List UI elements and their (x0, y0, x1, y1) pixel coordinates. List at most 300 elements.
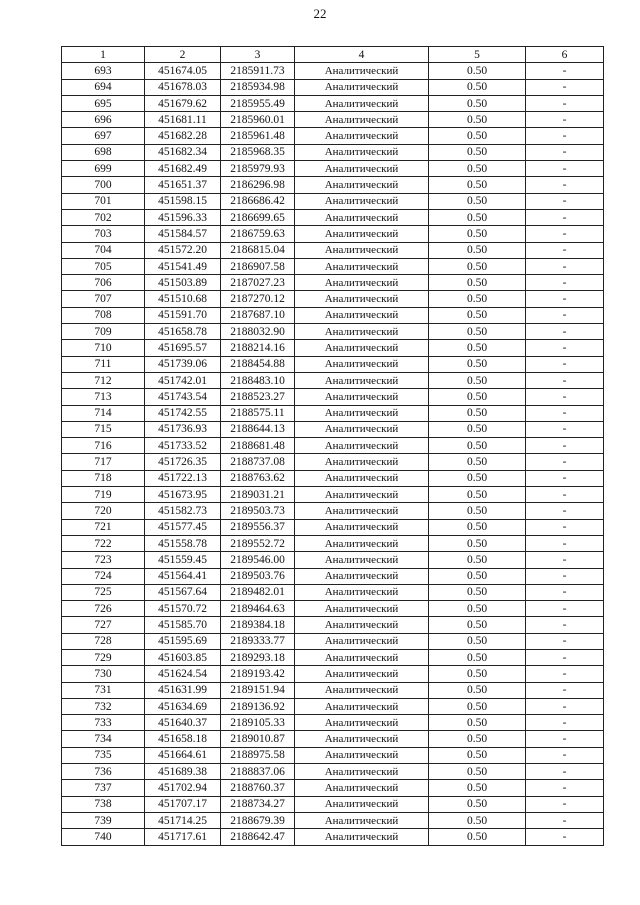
cell-x-coordinate: 451679.62 (145, 95, 221, 111)
cell-point-number: 730 (62, 666, 145, 682)
cell-method: Аналитический (295, 324, 429, 340)
cell-accuracy: 0.50 (429, 144, 526, 160)
cell-method: Аналитический (295, 340, 429, 356)
cell-note: - (526, 454, 604, 470)
cell-accuracy: 0.50 (429, 503, 526, 519)
cell-y-coordinate: 2189333.77 (221, 633, 295, 649)
cell-note: - (526, 63, 604, 79)
cell-method: Аналитический (295, 95, 429, 111)
cell-y-coordinate: 2188644.13 (221, 421, 295, 437)
cell-x-coordinate: 451674.05 (145, 63, 221, 79)
cell-point-number: 696 (62, 112, 145, 128)
cell-point-number: 713 (62, 389, 145, 405)
cell-method: Аналитический (295, 454, 429, 470)
cell-point-number: 712 (62, 372, 145, 388)
cell-point-number: 694 (62, 79, 145, 95)
table-row (62, 226, 604, 242)
cell-point-number: 728 (62, 633, 145, 649)
table-row (62, 324, 604, 340)
cell-note: - (526, 747, 604, 763)
cell-y-coordinate: 2189556.37 (221, 519, 295, 535)
cell-note: - (526, 617, 604, 633)
cell-y-coordinate: 2185960.01 (221, 112, 295, 128)
cell-x-coordinate: 451707.17 (145, 796, 221, 812)
cell-note: - (526, 698, 604, 714)
cell-accuracy: 0.50 (429, 731, 526, 747)
cell-accuracy: 0.50 (429, 193, 526, 209)
cell-note: - (526, 324, 604, 340)
cell-x-coordinate: 451558.78 (145, 535, 221, 551)
cell-point-number: 704 (62, 242, 145, 258)
cell-accuracy: 0.50 (429, 291, 526, 307)
table-row (62, 747, 604, 763)
cell-y-coordinate: 2185961.48 (221, 128, 295, 144)
cell-note: - (526, 340, 604, 356)
table-row (62, 780, 604, 796)
cell-note: - (526, 568, 604, 584)
cell-accuracy: 0.50 (429, 128, 526, 144)
cell-y-coordinate: 2189503.73 (221, 503, 295, 519)
cell-y-coordinate: 2189464.63 (221, 601, 295, 617)
cell-note: - (526, 95, 604, 111)
cell-note: - (526, 552, 604, 568)
cell-y-coordinate: 2186907.58 (221, 258, 295, 274)
cell-point-number: 703 (62, 226, 145, 242)
cell-method: Аналитический (295, 764, 429, 780)
cell-note: - (526, 519, 604, 535)
table-row (62, 519, 604, 535)
table-body (62, 63, 604, 845)
cell-x-coordinate: 451695.57 (145, 340, 221, 356)
cell-point-number: 702 (62, 209, 145, 225)
cell-note: - (526, 144, 604, 160)
table-row (62, 617, 604, 633)
cell-y-coordinate: 2188763.62 (221, 470, 295, 486)
cell-method: Аналитический (295, 715, 429, 731)
cell-method: Аналитический (295, 617, 429, 633)
cell-method: Аналитический (295, 258, 429, 274)
cell-y-coordinate: 2188734.27 (221, 796, 295, 812)
cell-x-coordinate: 451584.57 (145, 226, 221, 242)
cell-note: - (526, 421, 604, 437)
cell-method: Аналитический (295, 128, 429, 144)
cell-method: Аналитический (295, 372, 429, 388)
cell-x-coordinate: 451510.68 (145, 291, 221, 307)
cell-y-coordinate: 2189105.33 (221, 715, 295, 731)
cell-accuracy: 0.50 (429, 617, 526, 633)
table-row (62, 552, 604, 568)
table-row (62, 633, 604, 649)
cell-method: Аналитический (295, 503, 429, 519)
cell-point-number: 698 (62, 144, 145, 160)
cell-point-number: 710 (62, 340, 145, 356)
table-row (62, 193, 604, 209)
cell-accuracy: 0.50 (429, 796, 526, 812)
column-header-6: 6 (526, 47, 604, 63)
table-row (62, 389, 604, 405)
table-row (62, 128, 604, 144)
cell-method: Аналитический (295, 666, 429, 682)
cell-accuracy: 0.50 (429, 747, 526, 763)
cell-accuracy: 0.50 (429, 519, 526, 535)
cell-y-coordinate: 2185968.35 (221, 144, 295, 160)
cell-accuracy: 0.50 (429, 715, 526, 731)
cell-y-coordinate: 2187270.12 (221, 291, 295, 307)
cell-x-coordinate: 451682.34 (145, 144, 221, 160)
table-row (62, 372, 604, 388)
table-row (62, 161, 604, 177)
cell-y-coordinate: 2187687.10 (221, 307, 295, 323)
cell-x-coordinate: 451658.78 (145, 324, 221, 340)
cell-accuracy: 0.50 (429, 682, 526, 698)
cell-accuracy: 0.50 (429, 242, 526, 258)
cell-accuracy: 0.50 (429, 421, 526, 437)
cell-note: - (526, 307, 604, 323)
cell-method: Аналитический (295, 470, 429, 486)
cell-x-coordinate: 451596.33 (145, 209, 221, 225)
cell-x-coordinate: 451682.49 (145, 161, 221, 177)
cell-point-number: 720 (62, 503, 145, 519)
table-row (62, 275, 604, 291)
table-row (62, 209, 604, 225)
cell-accuracy: 0.50 (429, 275, 526, 291)
cell-method: Аналитический (295, 812, 429, 828)
cell-method: Аналитический (295, 584, 429, 600)
cell-note: - (526, 226, 604, 242)
cell-accuracy: 0.50 (429, 584, 526, 600)
table-row (62, 177, 604, 193)
table-row (62, 95, 604, 111)
table-row (62, 731, 604, 747)
cell-accuracy: 0.50 (429, 764, 526, 780)
cell-method: Аналитический (295, 796, 429, 812)
cell-x-coordinate: 451722.13 (145, 470, 221, 486)
cell-point-number: 695 (62, 95, 145, 111)
cell-method: Аналитический (295, 63, 429, 79)
table-header-row (62, 47, 604, 63)
table-row (62, 291, 604, 307)
cell-accuracy: 0.50 (429, 63, 526, 79)
cell-method: Аналитический (295, 568, 429, 584)
cell-note: - (526, 764, 604, 780)
cell-x-coordinate: 451582.73 (145, 503, 221, 519)
cell-x-coordinate: 451631.99 (145, 682, 221, 698)
cell-y-coordinate: 2187027.23 (221, 275, 295, 291)
table-row (62, 715, 604, 731)
table-row (62, 796, 604, 812)
cell-method: Аналитический (295, 356, 429, 372)
cell-x-coordinate: 451717.61 (145, 829, 221, 845)
cell-y-coordinate: 2189151.94 (221, 682, 295, 698)
cell-method: Аналитический (295, 405, 429, 421)
cell-note: - (526, 682, 604, 698)
cell-method: Аналитический (295, 731, 429, 747)
cell-y-coordinate: 2189503.76 (221, 568, 295, 584)
cell-y-coordinate: 2188975.58 (221, 747, 295, 763)
table-row (62, 258, 604, 274)
cell-note: - (526, 666, 604, 682)
cell-x-coordinate: 451603.85 (145, 649, 221, 665)
cell-y-coordinate: 2186686.42 (221, 193, 295, 209)
cell-y-coordinate: 2188214.16 (221, 340, 295, 356)
cell-point-number: 715 (62, 421, 145, 437)
cell-note: - (526, 715, 604, 731)
table-row (62, 144, 604, 160)
cell-point-number: 700 (62, 177, 145, 193)
table-row (62, 356, 604, 372)
column-header-5: 5 (429, 47, 526, 63)
cell-method: Аналитический (295, 161, 429, 177)
table-row (62, 698, 604, 714)
cell-note: - (526, 193, 604, 209)
cell-accuracy: 0.50 (429, 812, 526, 828)
table-row (62, 584, 604, 600)
cell-method: Аналитический (295, 242, 429, 258)
cell-point-number: 697 (62, 128, 145, 144)
cell-x-coordinate: 451689.38 (145, 764, 221, 780)
cell-y-coordinate: 2189546.00 (221, 552, 295, 568)
cell-x-coordinate: 451598.15 (145, 193, 221, 209)
cell-method: Аналитический (295, 144, 429, 160)
cell-note: - (526, 112, 604, 128)
cell-note: - (526, 601, 604, 617)
cell-method: Аналитический (295, 209, 429, 225)
cell-x-coordinate: 451681.11 (145, 112, 221, 128)
cell-accuracy: 0.50 (429, 356, 526, 372)
cell-note: - (526, 291, 604, 307)
cell-y-coordinate: 2188523.27 (221, 389, 295, 405)
cell-accuracy: 0.50 (429, 568, 526, 584)
cell-y-coordinate: 2189482.01 (221, 584, 295, 600)
cell-method: Аналитический (295, 438, 429, 454)
cell-method: Аналитический (295, 487, 429, 503)
cell-method: Аналитический (295, 649, 429, 665)
cell-note: - (526, 356, 604, 372)
cell-note: - (526, 780, 604, 796)
cell-accuracy: 0.50 (429, 307, 526, 323)
cell-accuracy: 0.50 (429, 209, 526, 225)
table-row (62, 63, 604, 79)
cell-point-number: 727 (62, 617, 145, 633)
cell-y-coordinate: 2188837.06 (221, 764, 295, 780)
table-row (62, 340, 604, 356)
cell-point-number: 701 (62, 193, 145, 209)
column-header-1: 1 (62, 47, 145, 63)
cell-accuracy: 0.50 (429, 666, 526, 682)
cell-y-coordinate: 2185911.73 (221, 63, 295, 79)
cell-method: Аналитический (295, 421, 429, 437)
cell-point-number: 708 (62, 307, 145, 323)
cell-y-coordinate: 2186296.98 (221, 177, 295, 193)
cell-method: Аналитический (295, 389, 429, 405)
cell-accuracy: 0.50 (429, 79, 526, 95)
cell-y-coordinate: 2188737.08 (221, 454, 295, 470)
cell-note: - (526, 649, 604, 665)
cell-y-coordinate: 2186815.04 (221, 242, 295, 258)
cell-method: Аналитический (295, 552, 429, 568)
cell-point-number: 709 (62, 324, 145, 340)
cell-note: - (526, 209, 604, 225)
cell-point-number: 714 (62, 405, 145, 421)
cell-point-number: 711 (62, 356, 145, 372)
cell-y-coordinate: 2189031.21 (221, 487, 295, 503)
cell-accuracy: 0.50 (429, 438, 526, 454)
cell-accuracy: 0.50 (429, 601, 526, 617)
cell-point-number: 733 (62, 715, 145, 731)
table-row (62, 649, 604, 665)
cell-accuracy: 0.50 (429, 372, 526, 388)
cell-accuracy: 0.50 (429, 649, 526, 665)
cell-accuracy: 0.50 (429, 829, 526, 845)
cell-x-coordinate: 451503.89 (145, 275, 221, 291)
cell-y-coordinate: 2188760.37 (221, 780, 295, 796)
cell-x-coordinate: 451664.61 (145, 747, 221, 763)
cell-method: Аналитический (295, 633, 429, 649)
cell-point-number: 722 (62, 535, 145, 551)
cell-accuracy: 0.50 (429, 389, 526, 405)
cell-point-number: 738 (62, 796, 145, 812)
cell-accuracy: 0.50 (429, 633, 526, 649)
cell-point-number: 731 (62, 682, 145, 698)
cell-method: Аналитический (295, 193, 429, 209)
cell-accuracy: 0.50 (429, 95, 526, 111)
cell-x-coordinate: 451658.18 (145, 731, 221, 747)
cell-note: - (526, 79, 604, 95)
table-row (62, 470, 604, 486)
cell-x-coordinate: 451726.35 (145, 454, 221, 470)
cell-method: Аналитический (295, 275, 429, 291)
cell-x-coordinate: 451733.52 (145, 438, 221, 454)
cell-point-number: 734 (62, 731, 145, 747)
cell-note: - (526, 405, 604, 421)
table-row (62, 568, 604, 584)
cell-point-number: 725 (62, 584, 145, 600)
cell-x-coordinate: 451682.28 (145, 128, 221, 144)
cell-point-number: 726 (62, 601, 145, 617)
cell-accuracy: 0.50 (429, 698, 526, 714)
cell-y-coordinate: 2185979.93 (221, 161, 295, 177)
table-row (62, 503, 604, 519)
cell-method: Аналитический (295, 79, 429, 95)
cell-accuracy: 0.50 (429, 780, 526, 796)
cell-note: - (526, 177, 604, 193)
cell-y-coordinate: 2188642.47 (221, 829, 295, 845)
cell-point-number: 737 (62, 780, 145, 796)
cell-accuracy: 0.50 (429, 161, 526, 177)
cell-x-coordinate: 451564.41 (145, 568, 221, 584)
table-row (62, 79, 604, 95)
cell-point-number: 705 (62, 258, 145, 274)
cell-y-coordinate: 2185955.49 (221, 95, 295, 111)
cell-accuracy: 0.50 (429, 112, 526, 128)
table-row (62, 307, 604, 323)
cell-accuracy: 0.50 (429, 535, 526, 551)
table-row (62, 535, 604, 551)
cell-point-number: 740 (62, 829, 145, 845)
table-row (62, 666, 604, 682)
cell-y-coordinate: 2189136.92 (221, 698, 295, 714)
table-row (62, 438, 604, 454)
cell-accuracy: 0.50 (429, 470, 526, 486)
cell-accuracy: 0.50 (429, 226, 526, 242)
cell-y-coordinate: 2189552.72 (221, 535, 295, 551)
cell-x-coordinate: 451541.49 (145, 258, 221, 274)
cell-x-coordinate: 451570.72 (145, 601, 221, 617)
cell-method: Аналитический (295, 226, 429, 242)
cell-accuracy: 0.50 (429, 340, 526, 356)
table-row (62, 764, 604, 780)
cell-x-coordinate: 451591.70 (145, 307, 221, 323)
page-number: 22 (313, 6, 327, 21)
cell-x-coordinate: 451572.20 (145, 242, 221, 258)
cell-y-coordinate: 2188681.48 (221, 438, 295, 454)
table-row (62, 242, 604, 258)
table-row (62, 405, 604, 421)
cell-point-number: 735 (62, 747, 145, 763)
cell-note: - (526, 796, 604, 812)
cell-x-coordinate: 451743.54 (145, 389, 221, 405)
cell-y-coordinate: 2188483.10 (221, 372, 295, 388)
cell-y-coordinate: 2186759.63 (221, 226, 295, 242)
cell-y-coordinate: 2188679.39 (221, 812, 295, 828)
cell-point-number: 724 (62, 568, 145, 584)
cell-x-coordinate: 451714.25 (145, 812, 221, 828)
table-row (62, 112, 604, 128)
table-row (62, 682, 604, 698)
cell-note: - (526, 829, 604, 845)
table-row (62, 812, 604, 828)
column-header-2: 2 (145, 47, 221, 63)
cell-y-coordinate: 2186699.65 (221, 209, 295, 225)
table-row (62, 421, 604, 437)
cell-method: Аналитический (295, 519, 429, 535)
cell-y-coordinate: 2185934.98 (221, 79, 295, 95)
cell-point-number: 729 (62, 649, 145, 665)
cell-point-number: 706 (62, 275, 145, 291)
cell-x-coordinate: 451559.45 (145, 552, 221, 568)
cell-x-coordinate: 451577.45 (145, 519, 221, 535)
cell-point-number: 716 (62, 438, 145, 454)
cell-note: - (526, 438, 604, 454)
cell-note: - (526, 584, 604, 600)
cell-point-number: 718 (62, 470, 145, 486)
cell-x-coordinate: 451595.69 (145, 633, 221, 649)
cell-point-number: 707 (62, 291, 145, 307)
cell-note: - (526, 258, 604, 274)
cell-method: Аналитический (295, 291, 429, 307)
cell-point-number: 721 (62, 519, 145, 535)
cell-note: - (526, 389, 604, 405)
cell-accuracy: 0.50 (429, 405, 526, 421)
cell-accuracy: 0.50 (429, 177, 526, 193)
cell-method: Аналитический (295, 780, 429, 796)
cell-method: Аналитический (295, 177, 429, 193)
cell-x-coordinate: 451634.69 (145, 698, 221, 714)
cell-x-coordinate: 451702.94 (145, 780, 221, 796)
table-row (62, 601, 604, 617)
cell-accuracy: 0.50 (429, 552, 526, 568)
cell-y-coordinate: 2188575.11 (221, 405, 295, 421)
cell-x-coordinate: 451651.37 (145, 177, 221, 193)
cell-accuracy: 0.50 (429, 324, 526, 340)
cell-note: - (526, 275, 604, 291)
column-header-3: 3 (221, 47, 295, 63)
cell-point-number: 719 (62, 487, 145, 503)
cell-x-coordinate: 451624.54 (145, 666, 221, 682)
cell-x-coordinate: 451742.55 (145, 405, 221, 421)
coordinates-table (61, 46, 604, 846)
cell-note: - (526, 372, 604, 388)
